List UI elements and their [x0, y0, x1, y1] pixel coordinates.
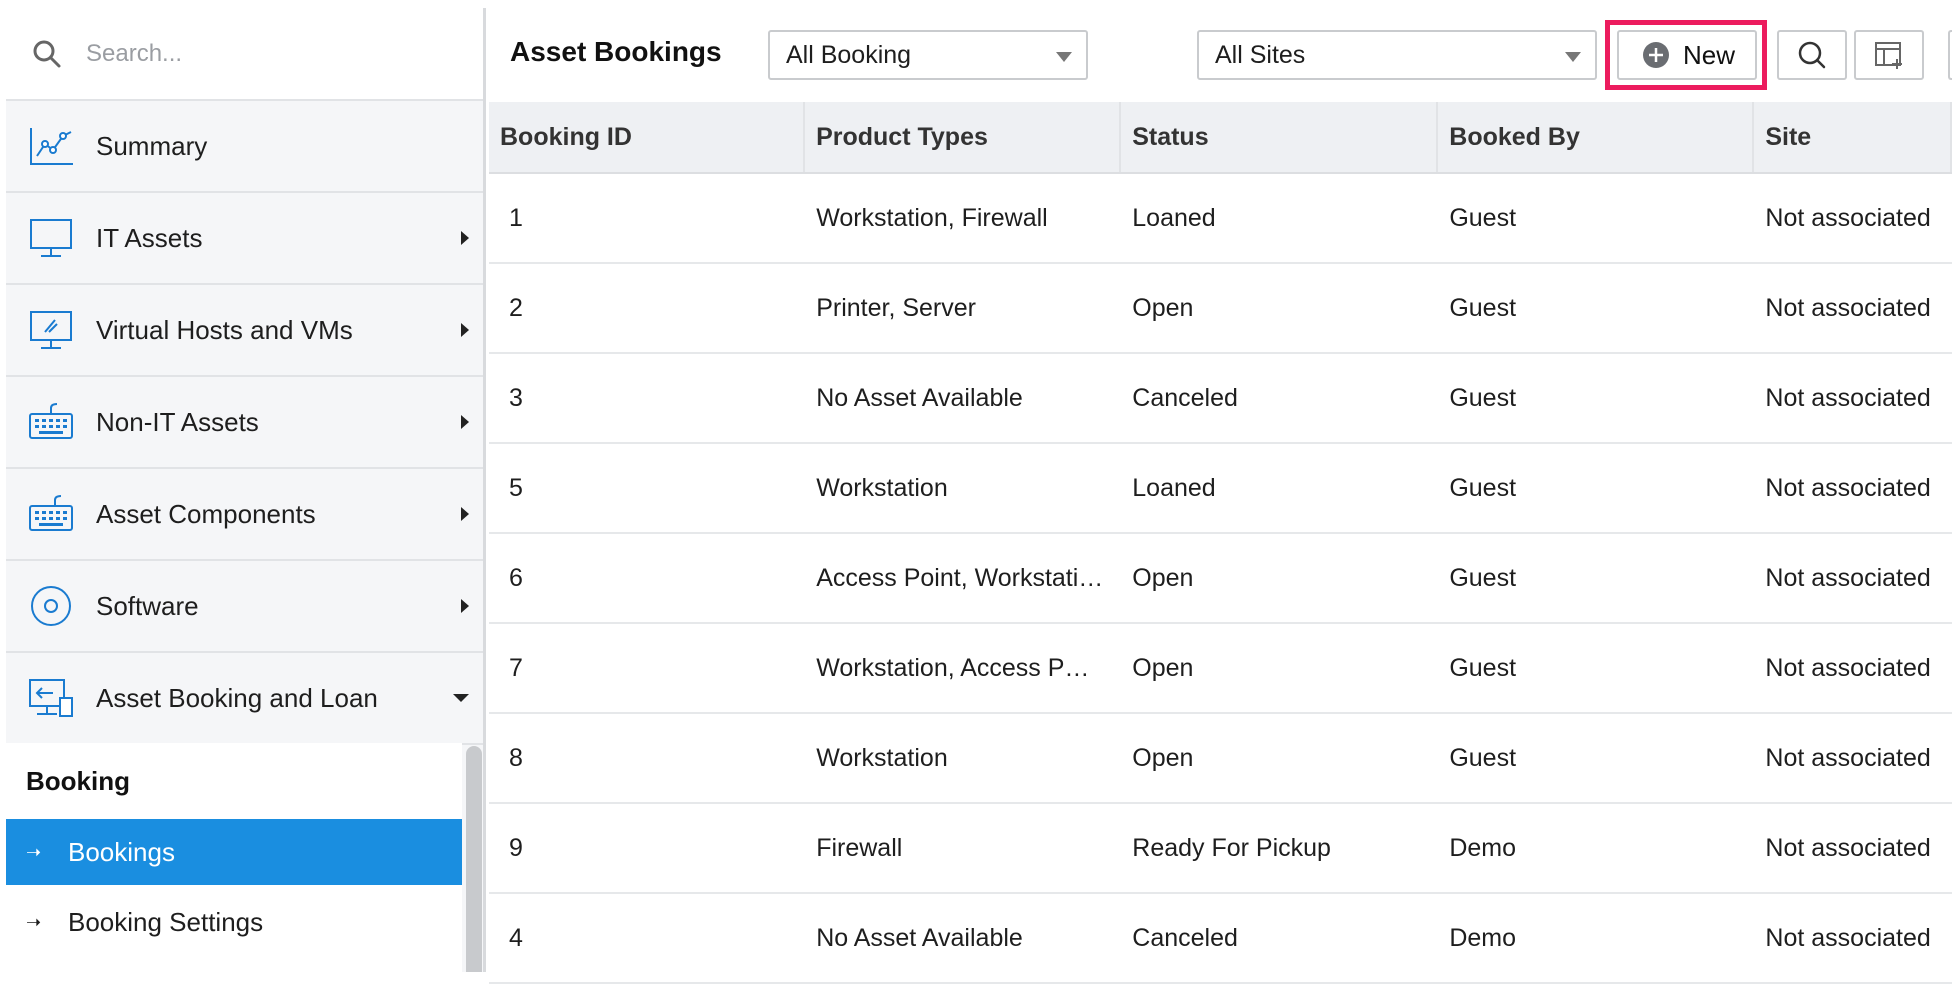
cell-site: Not associated — [1765, 923, 1931, 952]
table-row[interactable] — [489, 534, 1952, 624]
table-row[interactable] — [489, 354, 1952, 444]
booking-loan-icon — [26, 676, 76, 720]
search-box — [6, 8, 483, 101]
table-columns-icon — [1873, 39, 1905, 71]
search-icon — [32, 39, 62, 69]
submenu-header: Booking — [26, 765, 130, 796]
table-row[interactable] — [489, 444, 1952, 534]
sidebar-item-non-it-assets[interactable] — [6, 377, 483, 469]
cell-booked-by: Demo — [1449, 833, 1517, 862]
new-button-label: New — [1683, 39, 1736, 70]
cell-product-types: Access Point, Workstati… — [816, 563, 1104, 592]
sidebar-item-software[interactable] — [6, 561, 483, 653]
sidebar-item-booking-settings[interactable] — [6, 889, 462, 955]
cell-product-types: Workstation — [816, 473, 948, 502]
plus-circle-icon — [1641, 40, 1671, 70]
sidebar — [6, 8, 486, 972]
cell-product-types: Workstation, Access P… — [816, 653, 1090, 682]
sidebar-item-label: Booking Settings — [68, 906, 264, 937]
sidebar-item-label: Non-IT Assets — [96, 406, 259, 437]
table-body — [489, 174, 1952, 984]
cell-status: Open — [1132, 563, 1194, 592]
cell-product-types: Workstation, Firewall — [816, 203, 1048, 232]
sidebar-item-label: Software — [96, 590, 199, 621]
cell-product-types: Printer, Server — [816, 293, 976, 322]
table-row[interactable] — [489, 894, 1952, 984]
sidebar-item-label: Asset Components — [96, 498, 316, 529]
cell-booked-by: Demo — [1449, 923, 1517, 952]
cell-booking-id: 5 — [509, 473, 523, 502]
virtual-monitor-icon — [26, 308, 76, 352]
cell-status: Open — [1132, 293, 1194, 322]
table-row[interactable] — [489, 624, 1952, 714]
table-row[interactable] — [489, 174, 1952, 264]
sidebar-item-summary[interactable] — [6, 101, 483, 193]
disc-icon — [26, 584, 76, 628]
column-chooser-button[interactable] — [1854, 30, 1924, 80]
cell-booking-id: 1 — [509, 203, 523, 232]
column-header-product-types[interactable]: Product Types — [805, 102, 1121, 172]
chevron-right-icon — [461, 507, 469, 521]
cell-status: Ready For Pickup — [1132, 833, 1331, 862]
cell-product-types: Firewall — [816, 833, 903, 862]
column-header-booking-id[interactable]: Booking ID — [489, 102, 805, 172]
sidebar-item-label: Virtual Hosts and VMs — [96, 314, 353, 345]
cell-booked-by: Guest — [1449, 563, 1517, 592]
chart-line-icon — [26, 124, 76, 168]
booking-filter-select[interactable] — [768, 30, 1088, 80]
cell-booking-id: 8 — [509, 743, 523, 772]
cell-booked-by: Guest — [1449, 743, 1517, 772]
table-header — [489, 102, 1952, 174]
column-header-booked-by[interactable]: Booked By — [1438, 102, 1754, 172]
cell-booked-by: Guest — [1449, 473, 1517, 502]
booking-submenu — [6, 743, 462, 972]
cell-booking-id: 6 — [509, 563, 523, 592]
cell-site: Not associated — [1765, 293, 1931, 322]
cell-site: Not associated — [1765, 563, 1931, 592]
cell-booked-by: Guest — [1449, 383, 1517, 412]
cell-booked-by: Guest — [1449, 653, 1517, 682]
cell-status: Open — [1132, 653, 1194, 682]
sidebar-item-label: IT Assets — [96, 222, 203, 253]
chevron-right-icon — [461, 231, 469, 245]
search-icon — [1796, 39, 1828, 71]
sidebar-item-asset-booking-loan[interactable] — [6, 653, 483, 745]
sidebar-scrollbar[interactable] — [466, 746, 482, 972]
cell-status: Loaned — [1132, 203, 1216, 232]
sidebar-item-label: Bookings — [68, 836, 175, 867]
cell-booking-id: 4 — [509, 923, 523, 952]
column-header-site[interactable]: Site — [1754, 102, 1952, 172]
sidebar-item-bookings[interactable] — [6, 819, 462, 885]
more-button[interactable] — [1948, 30, 1952, 80]
sidebar-item-label: Summary — [96, 130, 208, 161]
cell-site: Not associated — [1765, 383, 1931, 412]
sidebar-item-label: Asset Booking and Loan — [96, 682, 378, 713]
table-row[interactable] — [489, 264, 1952, 354]
cell-status: Open — [1132, 743, 1194, 772]
cell-site: Not associated — [1765, 833, 1931, 862]
toolbar — [489, 8, 1952, 104]
main-content — [489, 8, 1952, 972]
chevron-right-icon — [461, 599, 469, 613]
cell-site: Not associated — [1765, 473, 1931, 502]
cell-site: Not associated — [1765, 203, 1931, 232]
table-row[interactable] — [489, 804, 1952, 894]
cell-booked-by: Guest — [1449, 293, 1517, 322]
booking-filter-value: All Booking — [786, 40, 912, 69]
cell-booking-id: 3 — [509, 383, 523, 412]
keyboard-component-icon — [26, 492, 76, 536]
cell-status: Canceled — [1132, 923, 1238, 952]
arrow-right-icon: ➝ — [26, 911, 42, 932]
arrow-right-icon: ➝ — [26, 841, 42, 862]
chevron-right-icon — [461, 415, 469, 429]
bookings-table — [489, 102, 1952, 984]
table-row[interactable] — [489, 714, 1952, 804]
new-button[interactable] — [1617, 30, 1757, 80]
chevron-right-icon — [461, 323, 469, 337]
dropdown-arrow-icon — [1565, 52, 1581, 62]
cell-booking-id: 2 — [509, 293, 523, 322]
site-filter-value: All Sites — [1215, 40, 1306, 69]
cell-booking-id: 7 — [509, 653, 523, 682]
search-button[interactable] — [1777, 30, 1847, 80]
keyboard-icon — [26, 400, 76, 444]
cell-product-types: No Asset Available — [816, 383, 1023, 412]
cell-product-types: Workstation — [816, 743, 948, 772]
column-header-status[interactable]: Status — [1121, 102, 1438, 172]
chevron-down-icon — [453, 694, 469, 702]
monitor-icon — [26, 216, 76, 260]
sidebar-item-virtual-hosts[interactable] — [6, 285, 483, 377]
dropdown-arrow-icon — [1056, 52, 1072, 62]
page-title: Asset Bookings — [510, 36, 722, 67]
cell-status: Canceled — [1132, 383, 1238, 412]
cell-site: Not associated — [1765, 743, 1931, 772]
cell-booking-id: 9 — [509, 833, 523, 862]
sidebar-item-asset-components[interactable] — [6, 469, 483, 561]
cell-booked-by: Guest — [1449, 203, 1517, 232]
cell-product-types: No Asset Available — [816, 923, 1023, 952]
cell-status: Loaned — [1132, 473, 1216, 502]
search-input[interactable] — [84, 39, 448, 69]
cell-site: Not associated — [1765, 653, 1931, 682]
sidebar-item-it-assets[interactable] — [6, 193, 483, 285]
site-filter-select[interactable] — [1197, 30, 1597, 80]
